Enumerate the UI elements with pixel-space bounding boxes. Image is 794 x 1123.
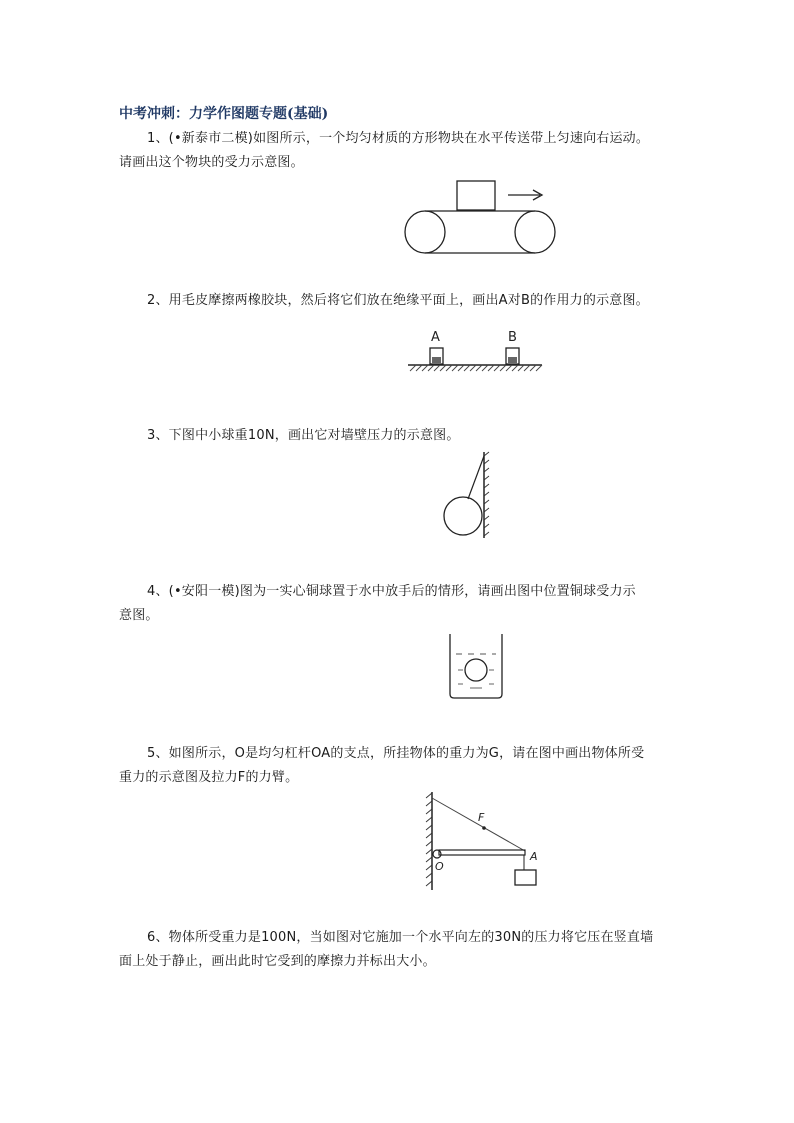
question-2-line1: 2、用毛皮摩擦两橡胶块，然后将它们放在绝缘平面上，画出A对B的作用力的示意图。	[147, 293, 649, 308]
right-roller	[515, 211, 555, 253]
label-b: B	[508, 330, 517, 345]
pull-rope	[432, 798, 525, 851]
question-1-line1: 1、(•新泰市二模)如图所示，一个均匀材质的方形物块在水平传送带上匀速向右运动。	[147, 131, 650, 146]
label-f: F	[478, 811, 485, 824]
question-4	[119, 580, 679, 628]
lever-wall-hatching	[426, 793, 432, 886]
hanging-ball-figure	[438, 448, 494, 540]
question-6-line2: 面上处于静止，画出此时它受到的摩擦力并标出大小。	[119, 954, 436, 969]
hanging-weight	[515, 870, 536, 885]
question-3-line1: 3、下图中小球重10N，画出它对墙壁压力的示意图。	[147, 428, 460, 443]
question-5-line1: 5、如图所示，O是均匀杠杆OA的支点，所挂物体的重力为G，请在图中画出物体所受	[147, 746, 645, 761]
label-a: A	[431, 330, 440, 345]
pivot-o	[433, 850, 441, 858]
question-1	[119, 127, 679, 175]
page-title: 中考冲刺：力学作图题专题(基础)	[119, 106, 329, 122]
question-2	[119, 289, 679, 313]
question-5	[119, 742, 679, 790]
question-6	[119, 926, 679, 974]
string	[468, 456, 484, 499]
left-roller	[405, 211, 445, 253]
question-1-line2: 请画出这个物块的受力示意图。	[119, 155, 304, 170]
conveyor-belt-figure	[400, 176, 560, 256]
surface-hatching	[410, 365, 542, 371]
block-b-shade	[508, 357, 517, 363]
force-point	[482, 826, 486, 830]
copper-ball-water-figure	[444, 632, 508, 702]
question-4-line2: 意图。	[119, 608, 159, 623]
block-on-belt	[457, 181, 495, 210]
copper-ball	[465, 659, 487, 681]
rubber-blocks-figure	[404, 326, 546, 384]
question-5-line2: 重力的示意图及拉力F的力臂。	[119, 770, 299, 785]
question-3	[119, 424, 679, 448]
water-marks	[458, 670, 494, 688]
question-6-line1: 6、物体所受重力是100N，当如图对它施加一个水平向左的30N的压力将它压在竖直墙	[147, 930, 654, 945]
ball	[444, 497, 482, 535]
lever-figure	[412, 790, 558, 894]
label-a-lever: A	[530, 850, 538, 863]
question-4-line1: 4、(•安阳一模)图为一实心铜球置于水中放手后的情形，请画出图中位置铜球受力示	[147, 584, 636, 599]
block-a-shade	[432, 357, 441, 363]
lever-oa	[439, 850, 525, 855]
label-o: O	[435, 860, 444, 873]
